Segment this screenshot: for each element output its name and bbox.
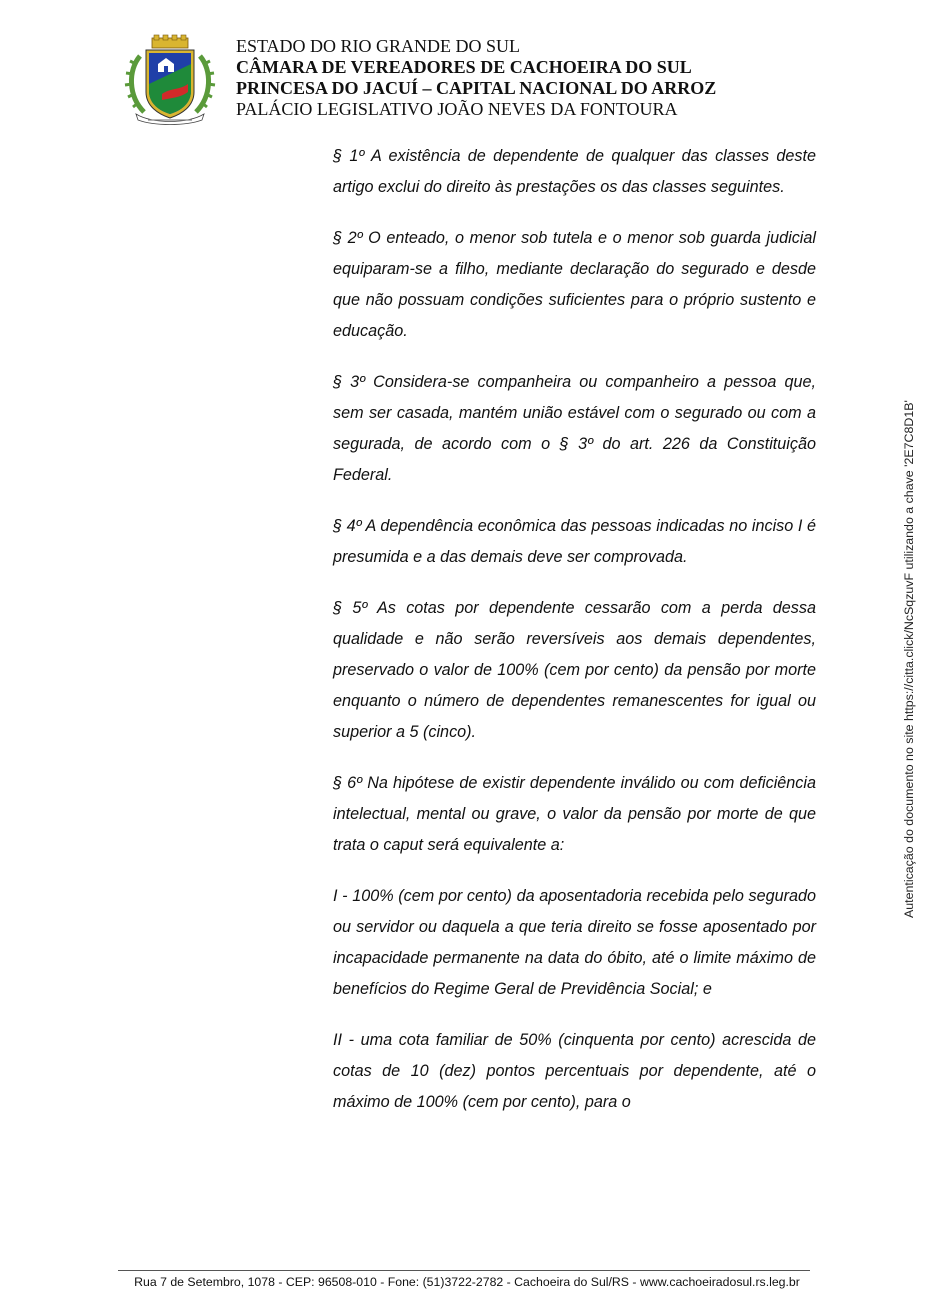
authentication-note: Autenticação do documento no site https://citta.click/NcSqzuvF utilizando a chave '2E7C8D1B': [902, 400, 916, 918]
paragraph-1: § 1º A existência de dependente de qualquer das classes deste artigo exclui do direito às prestações os das classes seguintes.: [333, 147, 816, 196]
municipal-coat-of-arms-icon: [122, 34, 218, 126]
paragraph-3: § 3º Considera-se companheira ou companheiro a pessoa que, sem ser casada, mantém união estável com o segurado ou com a segurada, de acordo com o § 3º do art. 226 da Constituição Federal.: [333, 373, 816, 484]
document-body: [333, 141, 816, 1138]
coat-of-arms: [122, 34, 218, 126]
paragraph-7: I - 100% (cem por cento) da aposentadoria recebida pelo segurado ou servidor ou daquela a que teria direito se fosse aposentado por incapacidade permanente na data do óbito, até o limite máximo de benefícios do Regime Geral de Previdência Social; e: [333, 887, 816, 998]
paragraph-2: § 2º O enteado, o menor sob tutela e o menor sob guarda judicial equiparam-se a filho, mediante declaração do segurado e desde que não possuam condições suficientes para o próprio sustento e educação.: [333, 229, 816, 340]
paragraph-4: § 4º A dependência econômica das pessoas indicadas no inciso I é presumida e a das demais deve ser comprovada.: [333, 517, 816, 566]
paragraph-5: § 5º As cotas por dependente cessarão com a perda dessa qualidade e não serão reversíveis aos demais dependentes, preservado o valor de 100% (cem por cento) da pensão por morte enquanto o número de dependentes remanescentes for igual ou superior a 5 (cinco).: [333, 599, 816, 741]
letterhead-motto: PRINCESA DO JACUÍ – CAPITAL NACIONAL DO ARROZ: [236, 78, 717, 98]
footer-divider: [118, 1270, 810, 1271]
letterhead-state: ESTADO DO RIO GRANDE DO SUL: [236, 36, 521, 56]
footer-address: Rua 7 de Setembro, 1078 - CEP: 96508-010 - Fone: (51)3722-2782 - Cachoeira do Sul/RS - www.cachoeiradosul.rs.leg.br: [134, 1275, 800, 1289]
paragraph-8: II - uma cota familiar de 50% (cinquenta por cento) acrescida de cotas de 10 (dez) pontos percentuais por dependente, até o máximo de 100% (cem por cento), para o: [333, 1031, 816, 1111]
paragraph-6: § 6º Na hipótese de existir dependente inválido ou com deficiência intelectual, mental ou grave, o valor da pensão por morte de que trata o caput será equivalente a:: [333, 774, 816, 854]
letterhead: [236, 36, 716, 120]
letterhead-chamber: CÂMARA DE VEREADORES DE CACHOEIRA DO SUL: [236, 57, 692, 77]
letterhead-palace: PALÁCIO LEGISLATIVO JOÃO NEVES DA FONTOURA: [236, 99, 678, 119]
